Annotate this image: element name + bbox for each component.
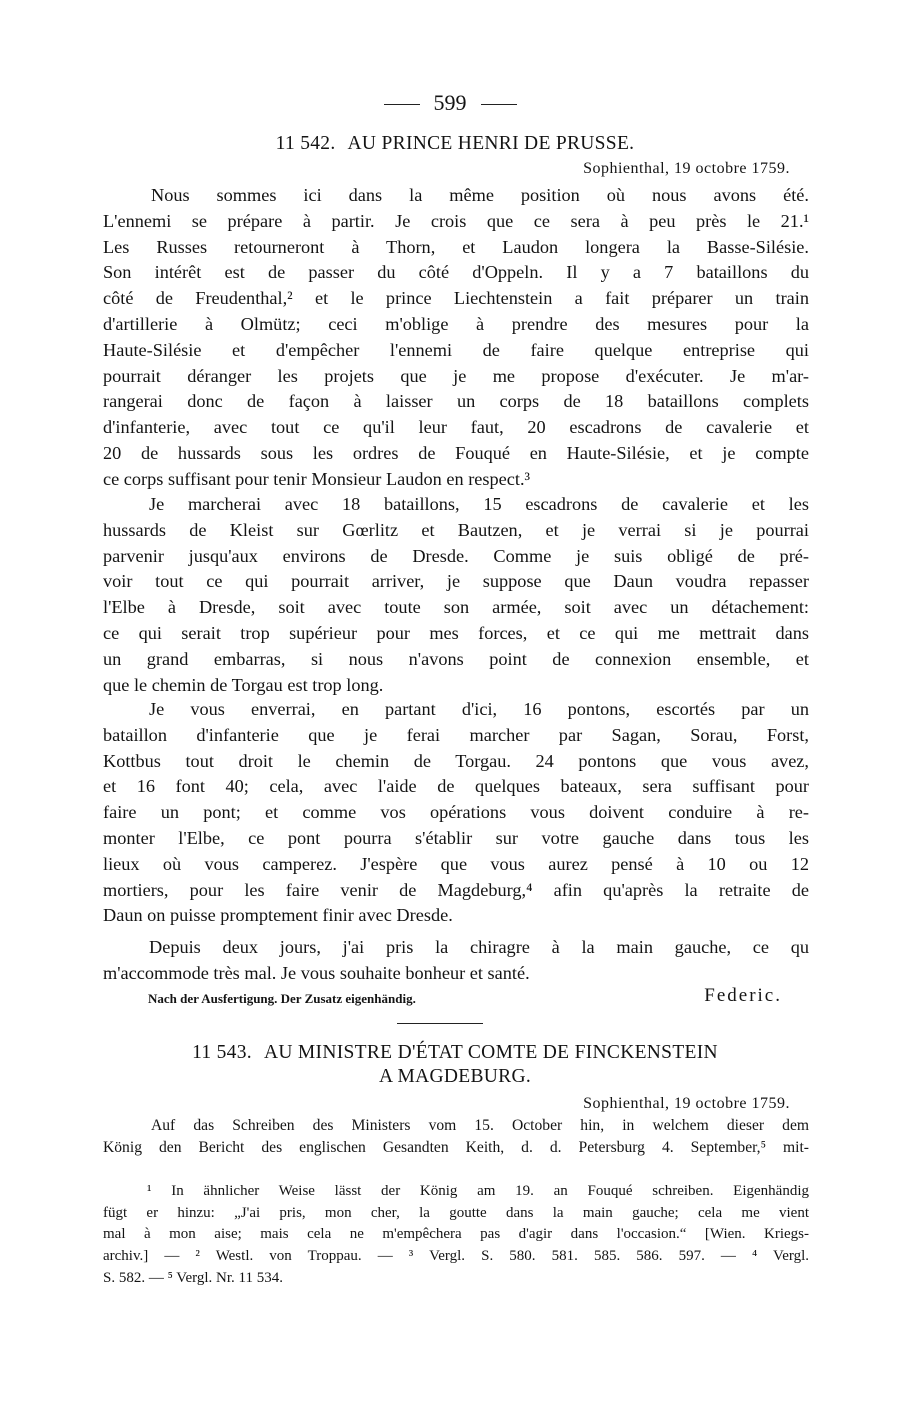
section-divider [397,1023,483,1024]
paragraph-4 [103,935,809,987]
text-line: Daun on puisse promptement finir avec Dresde. [103,905,453,926]
text-line: Depuis deux jours, j'ai pris la chiragre à la main gauche, ce qu [149,937,809,957]
text-line: Auf das Schreiben des Ministers vom 15. October hin, in welchem dieser dem [151,1117,809,1134]
letter-heading-line-2: A MAGDEBURG. [378,1066,532,1087]
text-line: d'artillerie à Olmütz; ceci m'oblige à prendre des mesures pour la [103,313,809,334]
letter-heading [100,1042,810,1064]
text-line: 20 de hussards sous les ordres de Fouqué en Haute-Silésie, et je compte [103,442,809,463]
letter-dateline: Sophienthal, 19 octobre 1759. [583,160,790,177]
letter-heading [100,133,810,155]
text-line: d'infanterie, avec tout ce qu'il leur faut, 20 escadrons de cavalerie et [103,417,809,438]
text-line: Les Russes retourneront à Thorn, et Laudon longera la Basse-Silésie. [103,236,809,257]
text-line: hussards de Kleist sur Gœrlitz et Bautzen, et je verrai si je pourrai [103,519,809,540]
text-line: parvenir jusqu'aux environs de Dresde. Comme je suis obligé de pré- [103,545,809,566]
page-number-text: 599 [433,90,467,115]
text-line: et 16 font 40; cela, avec l'aide de quelques bateaux, sera suffisant pour [103,776,809,797]
text-line: l'Elbe à Dresde, soit avec toute son armée, soit avec un détachement: [103,597,809,618]
text-line: bataillon d'infanterie que je ferai marcher par Sagan, Sorau, Forst, [103,724,809,745]
text-line: ce corps suffisant pour tenir Monsieur Laudon en respect.³ [103,468,531,489]
letter-title: AU MINISTRE D'ÉTAT COMTE DE FINCKENSTEIN [263,1042,718,1063]
text-line: Kottbus tout droit le chemin de Torgau. 24 pontons que vous avez, [103,750,809,771]
letter-summary [103,1115,809,1159]
letter-number: 11 542. [275,133,336,154]
footnote-line: S. 582. — ⁵ Vergl. Nr. 11 534. [103,1269,283,1286]
letter-title: AU PRINCE HENRI DE PRUSSE. [347,133,635,154]
footnote-line: mal à mon aise; mais cela ne m'empêchera pas d'agir dans l'occasion.“ [Wien. Kriegs- [103,1226,809,1243]
footnote-line: ¹ In ähnlicher Weise lässt der König am 19. an Fouqué schreiben. Eigenhändig [147,1183,809,1199]
text-line: côté de Freudenthal,² et le prince Liechtenstein a fait préparer un train [103,288,809,309]
footnote-line: archiv.] — ² Westl. von Troppau. — ³ Vergl. S. 580. 581. 585. 586. 597. — ⁴ Vergl. [103,1248,809,1265]
text-line: voir tout ce qui pourrait arriver, je suppose que Daun voudra repasser [103,571,809,592]
text-line: monter l'Elbe, ce pont pourra s'établir sur votre gauche dans tous les [103,827,809,848]
text-line: L'ennemi se prépare à partir. Je crois que ce sera à peu près le 21.¹ [103,210,809,231]
page-number-dash-left [384,104,420,105]
text-line: Son intérêt est de passer du côté d'Oppeln. Il y a 7 bataillons du [103,262,809,283]
text-line: pourrait déranger les projets que je me propose d'exécuter. Je m'ar- [103,365,809,386]
text-line: Je vous enverrai, en partant d'ici, 16 pontons, escortés par un [149,699,809,719]
text-line: König den Bericht des englischen Gesandten Keith, d. d. Petersburg 4. September,⁵ mit- [103,1139,809,1156]
text-line: faire un pont; et comme vos opérations vous doivent conduire à re- [103,802,809,823]
paragraph-2 [103,492,809,698]
page-number-dash-right [481,104,517,105]
source-note: Nach der Ausfertigung. Der Zusatz eigenhändig. [148,991,416,1006]
paragraph-1 [103,183,809,493]
text-line: rangerai donc de façon à laisser un corps de 18 bataillons complets [103,391,809,412]
text-line: mortiers, pour les faire venir de Magdeburg,⁴ afin qu'après la retraite de [103,879,809,900]
letter-number: 11 543. [192,1042,252,1063]
letter-dateline: Sophienthal, 19 octobre 1759. [583,1095,790,1112]
text-line: Nous sommes ici dans la même position où nous avons été. [151,185,809,205]
text-line: lieux où vous camperez. J'espère que vous aurez pensé à 10 ou 12 [103,853,809,874]
footnotes [103,1181,809,1289]
text-line: Je marcherai avec 18 bataillons, 15 escadrons de cavalerie et les [149,494,809,514]
text-line: Haute-Silésie et d'empêcher l'ennemi de faire quelque entreprise qui [103,339,809,360]
text-line: que le chemin de Torgau est trop long. [103,674,384,695]
signature: Federic. [704,985,782,1006]
page-number [0,90,900,116]
text-line: ce qui serait trop supérieur pour mes forces, et ce qui me mettrait dans [103,622,809,643]
text-line: m'accommode très mal. Je vous souhaite bonheur et santé. [103,962,530,983]
text-line: un grand embarras, si nous n'avons point de connexion ensemble, et [103,648,809,669]
paragraph-3 [103,697,809,929]
footnote-line: fügt er hinzu: „J'ai pris, mon cher, la goutte dans la main gauche; cela me vient [103,1204,809,1221]
